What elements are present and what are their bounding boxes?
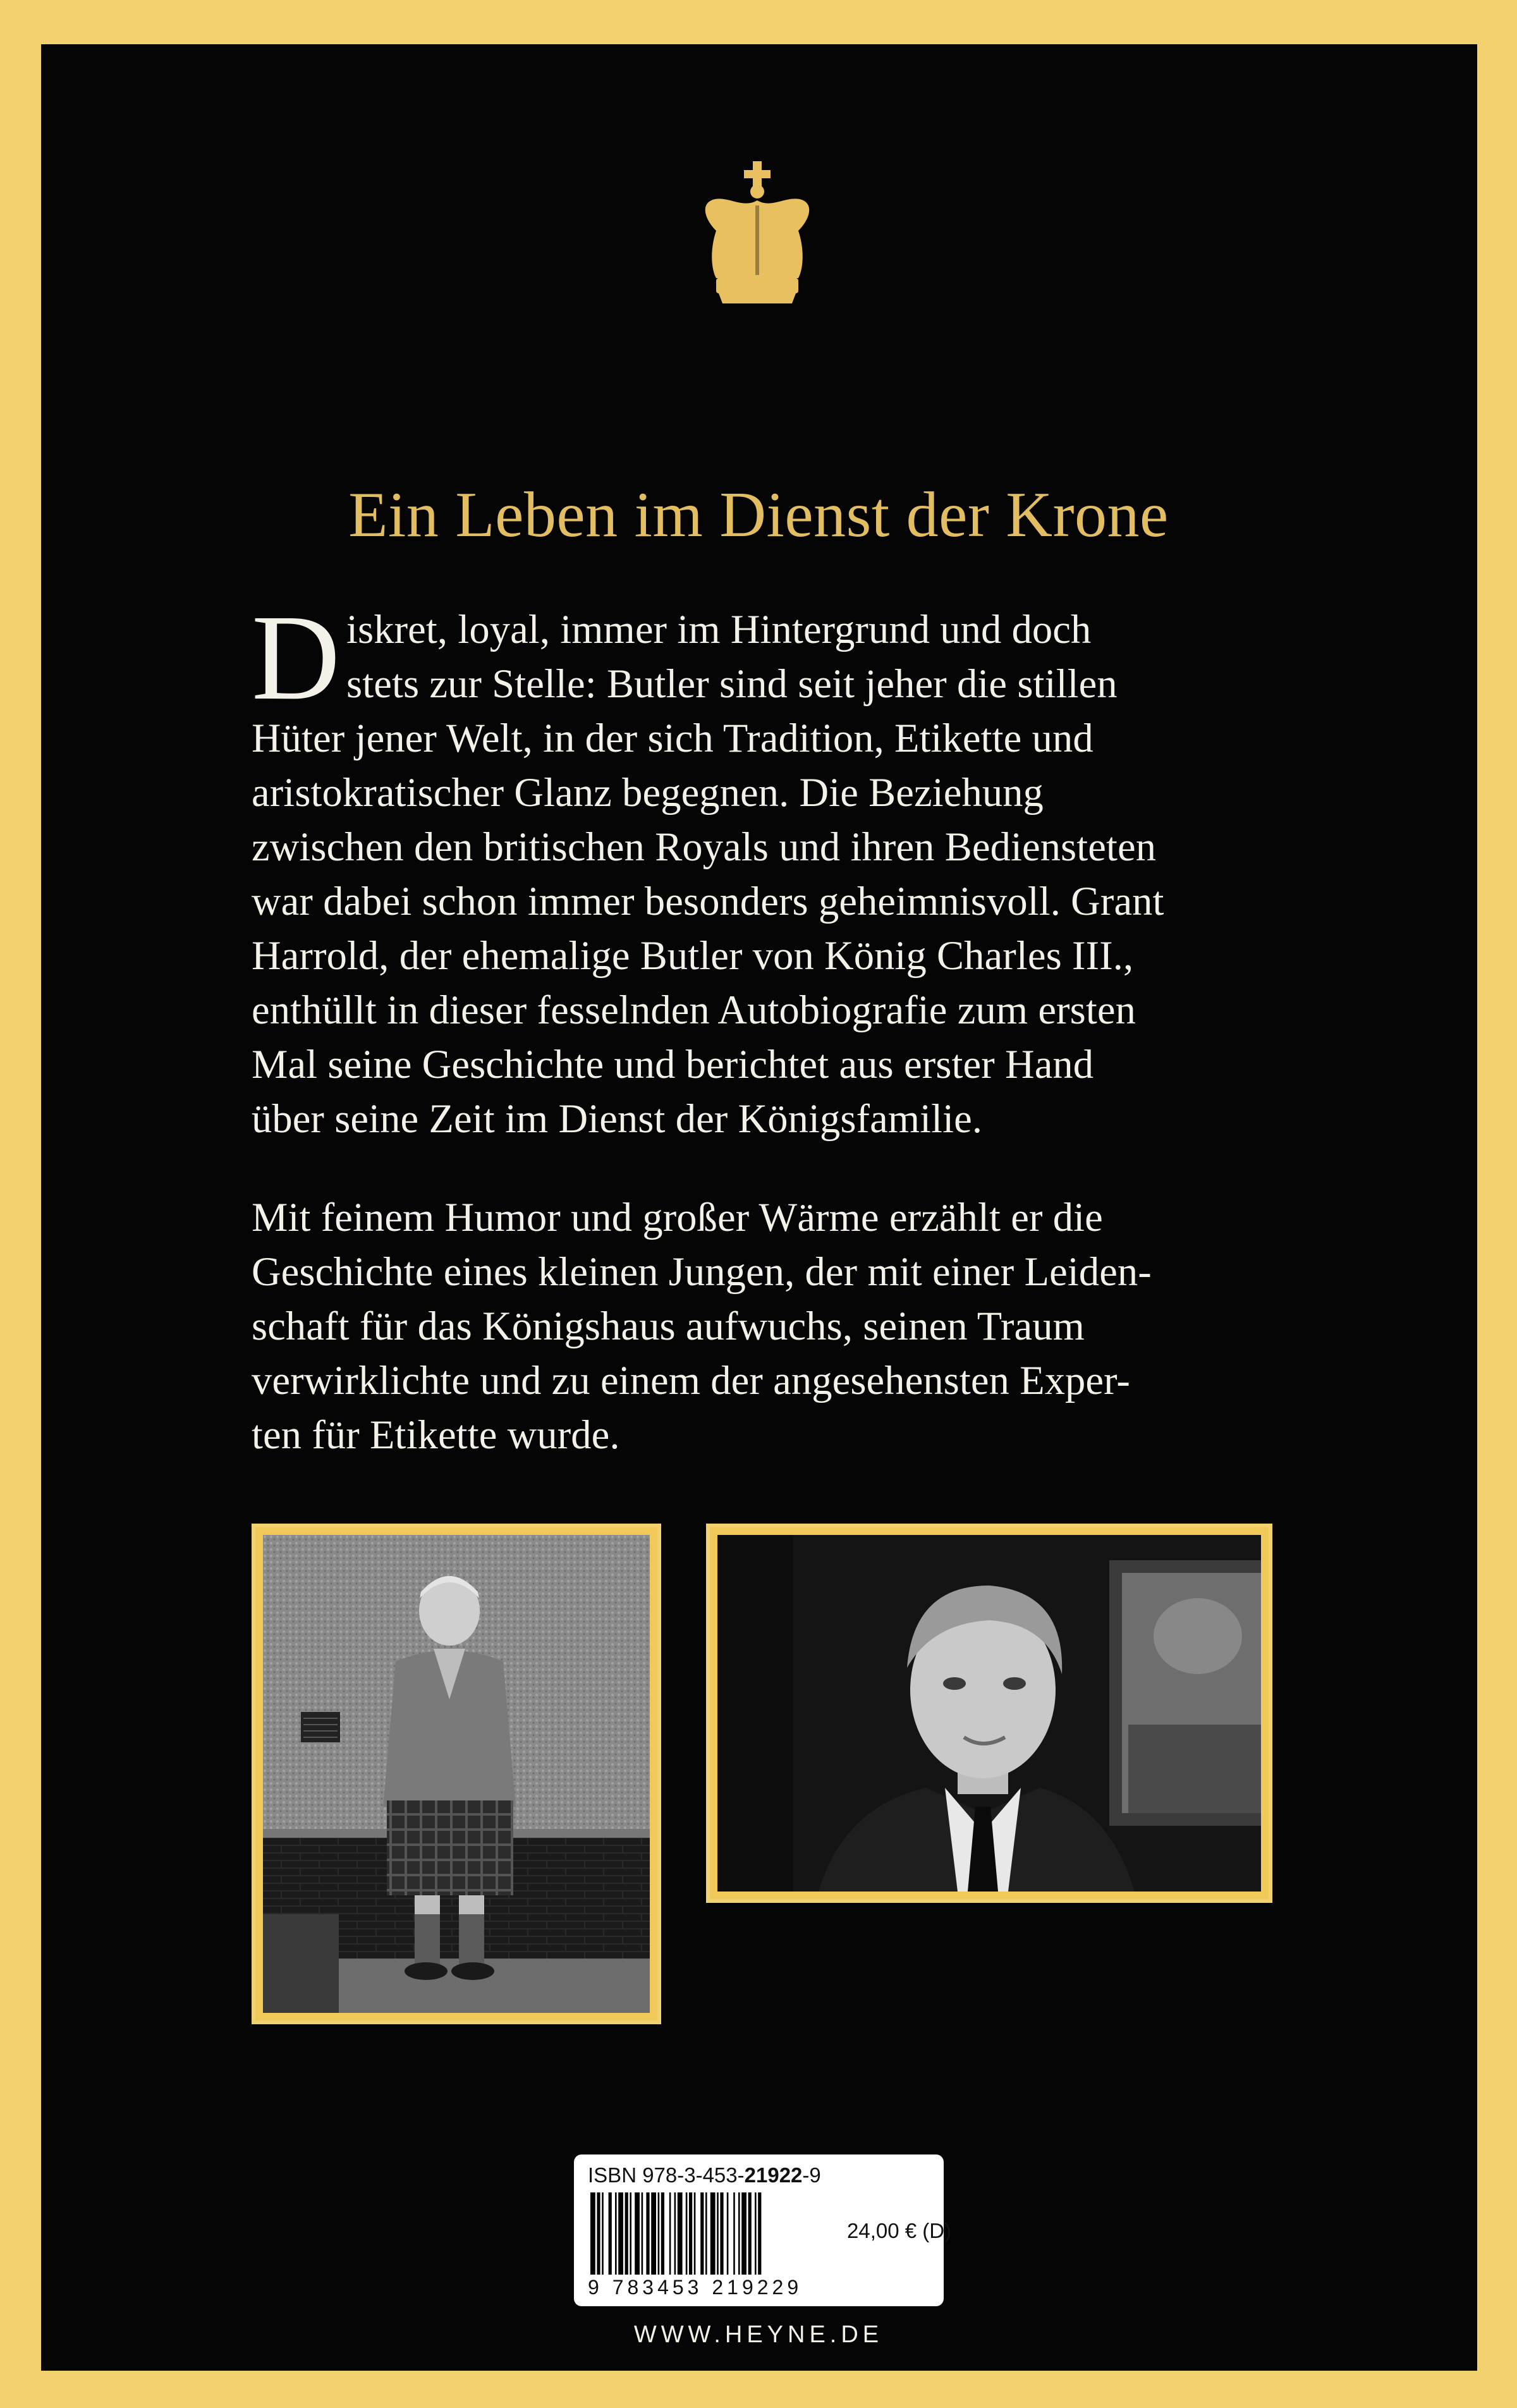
barcode-bar [755,2192,757,2275]
text-line: verwirklichte und zu einem der angesehensten Exper- [252,1358,1130,1403]
barcode-bar [635,2192,640,2275]
barcode-bar [646,2192,649,2275]
barcode-bar [705,2192,707,2275]
isbn-number [588,2163,821,2187]
barcode-bar [717,2192,719,2275]
publisher-website: WWW.HEYNE.DE [633,2321,884,2348]
barcode-bar [602,2192,604,2275]
text-line: war dabei schon immer besonders geheimnisvoll. Grant [252,879,1164,924]
barcode-bar [661,2192,664,2275]
text-line: über seine Zeit im Dienst der Königsfamilie. [252,1096,983,1141]
barcode-bar [642,2192,643,2275]
text-line: stets zur Stelle: Butler sind seit jeher die stillen [346,661,1118,706]
text-line: Geschichte eines kleinen Jungen, der mit einer Leiden- [252,1249,1152,1294]
barcode-bar [720,2192,723,2275]
isbn-prefix: ISBN 978-3-453- [588,2163,745,2187]
barcode-bar [738,2192,740,2275]
description-paragraph-2 [252,1190,1276,1462]
text-line: Harrold, der ehemalige Butler von König Charles III., [252,933,1134,978]
headline: Ein Leben im Dienst der Krone [348,479,1169,551]
text-line: enthüllt in dieser fesselnden Autobiografie zum ersten [252,987,1136,1032]
barcode-bar [748,2192,752,2275]
barcode-bar [597,2192,600,2275]
barcode-bar [658,2192,660,2275]
text-line: Mal seine Geschichte und berichtet aus erster Hand [252,1042,1094,1087]
barcode-bar [609,2192,612,2275]
barcode-bar [669,2192,671,2275]
barcode-bar [694,2192,696,2275]
barcode-digits: 9 783453 219229 [588,2276,803,2299]
photo-author-portrait [706,1524,1272,1903]
barcode-bar [678,2192,683,2275]
photo-author-image [717,1535,1261,1892]
text-line: schaft für das Königshaus aufwuchs, seinen Traum [252,1304,1085,1348]
barcode-bar [625,2192,628,2275]
text-line: zwischen den britischen Royals und ihren Bediensteten [252,824,1157,869]
barcode-bar [590,2192,595,2275]
barcode-bar [733,2192,735,2275]
text-line: iskret, loyal, immer im Hintergrund und doch [346,607,1092,652]
isbn-bold-part: 21922 [744,2163,803,2187]
barcode-bar [741,2192,746,2275]
isbn-suffix: -9 [802,2163,821,2187]
barcode-bar [630,2192,631,2275]
barcode-bar [700,2192,704,2275]
price-label: 24,00 € (D) [847,2219,952,2242]
barcode-bar [727,2192,729,2275]
barcode-bar [758,2192,761,2275]
barcode-bar [710,2192,716,2275]
barcode-bar [618,2192,623,2275]
isbn-barcode-box [574,2154,952,2306]
dropcap-letter: D [252,589,341,725]
description-paragraph-1 [252,589,1276,1146]
photo-boy-image [263,1535,650,2013]
text-line: Hüter jener Welt, in der sich Tradition, Etikette und [252,716,1094,761]
text-line: Mit feinem Humor und großer Wärme erzählt er die [252,1195,1103,1240]
barcode-icon [588,2192,841,2275]
crown-icon [697,161,817,313]
text-line: aristokratischer Glanz begegnen. Die Beziehung [252,770,1044,815]
barcode-bar [674,2192,676,2275]
text-line: ten für Etikette wurde. [252,1412,620,1457]
barcode-bar [615,2192,617,2275]
barcode-bar [689,2192,692,2275]
barcode-bar [686,2192,688,2275]
photo-boy-in-kilt [252,1524,661,2024]
barcode-bar [651,2192,656,2275]
